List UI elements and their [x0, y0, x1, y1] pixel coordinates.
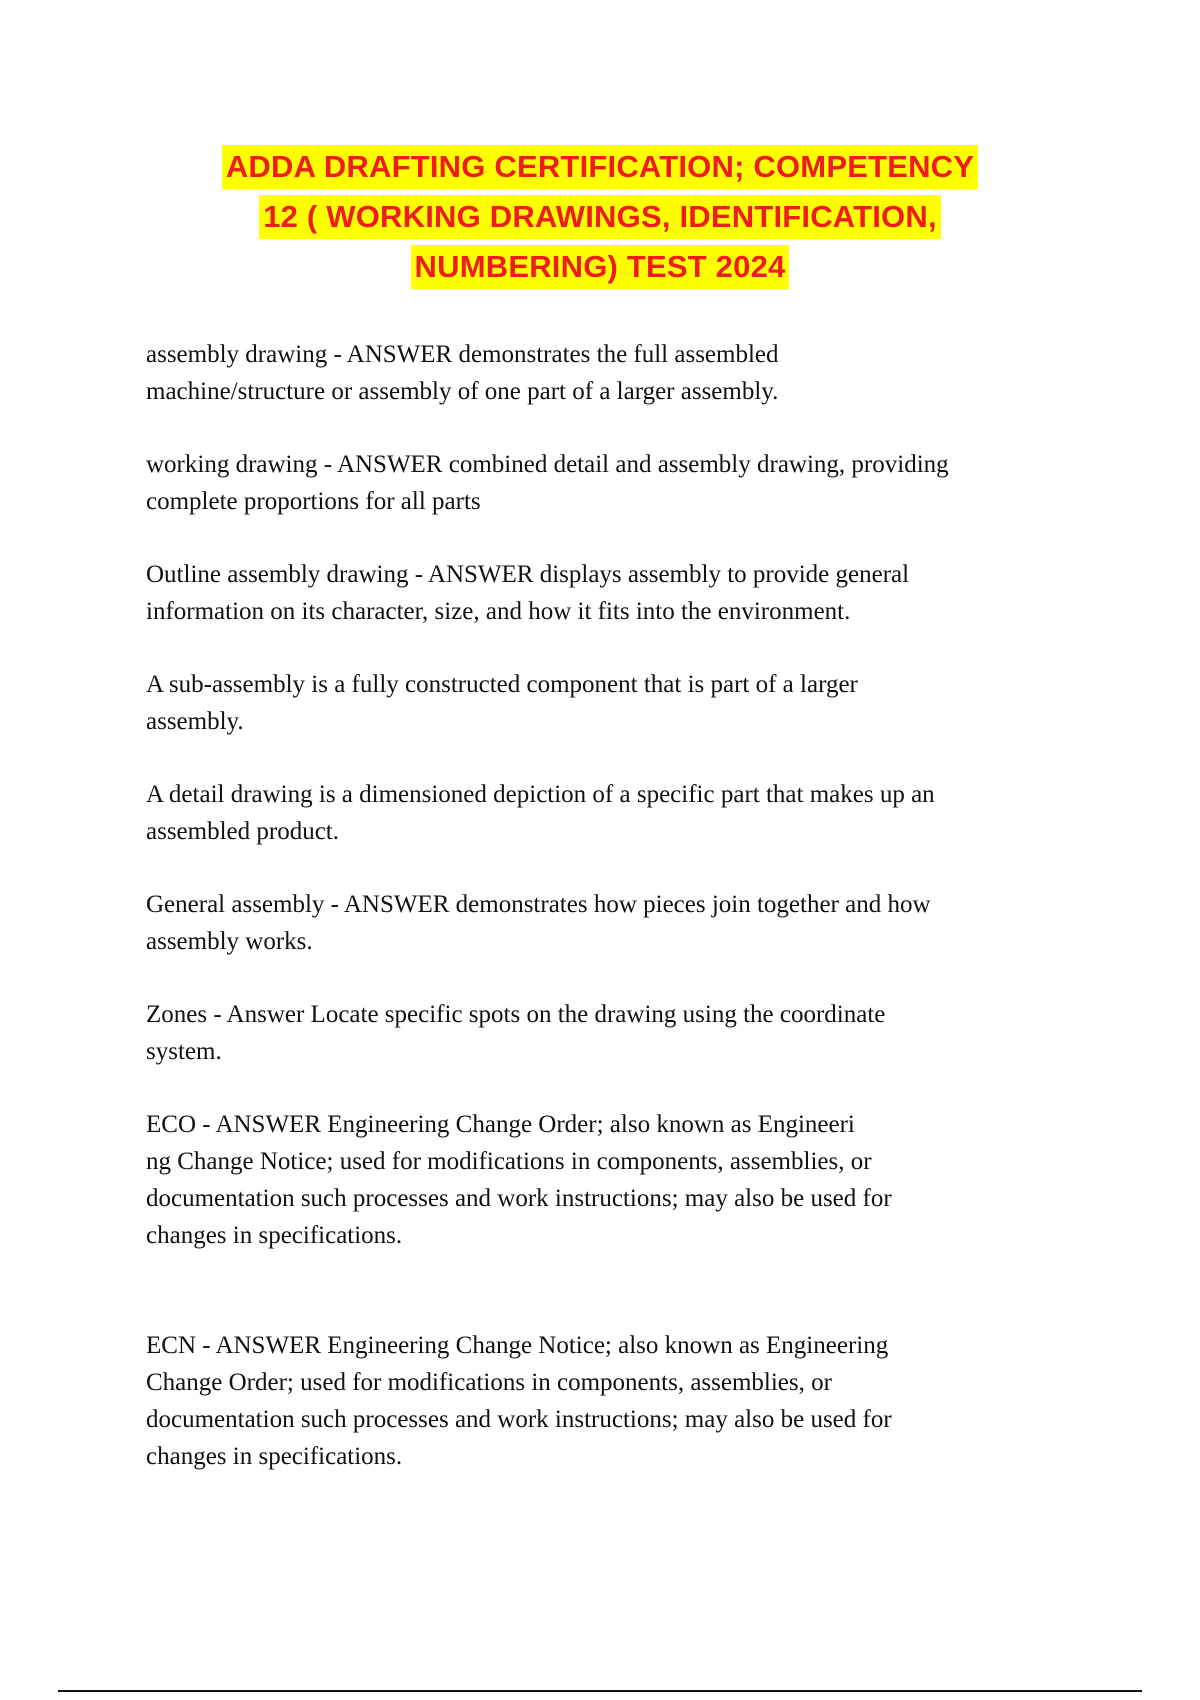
entry-line: General assembly - ANSWER demonstrates how pieces join together and how	[146, 891, 931, 918]
qa-entry-working-drawing	[146, 446, 1076, 520]
entry-line: Change Order; used for modifications in components, assemblies, or	[146, 1369, 832, 1396]
entry-line: complete proportions for all parts	[146, 488, 481, 515]
entry-line: information on its character, size, and how it fits into the environment.	[146, 598, 851, 625]
entry-line: assembled product.	[146, 818, 340, 845]
title-line-2: 12 ( WORKING DRAWINGS, IDENTIFICATION,	[259, 195, 941, 239]
entry-line: machine/structure or assembly of one part of a larger assembly.	[146, 378, 779, 405]
entry-line: ECO - ANSWER Engineering Change Order; also known as Engineeri	[146, 1111, 855, 1138]
title-line-1: ADDA DRAFTING CERTIFICATION; COMPETENCY	[222, 145, 978, 189]
entry-line: assembly.	[146, 708, 244, 735]
entry-line: A sub-assembly is a fully constructed component that is part of a larger	[146, 671, 858, 698]
entry-line: Outline assembly drawing - ANSWER displays assembly to provide general	[146, 561, 910, 588]
document-title	[100, 145, 1100, 295]
entry-line: documentation such processes and work instructions; may also be used for	[146, 1406, 892, 1433]
qa-entry-eco	[146, 1106, 1076, 1254]
qa-entry-general-assembly	[146, 886, 1076, 960]
entry-line: assembly drawing - ANSWER demonstrates the full assembled	[146, 341, 779, 368]
entry-line: system.	[146, 1038, 222, 1065]
qa-entry-outline-assembly-drawing	[146, 556, 1076, 630]
entry-line: A detail drawing is a dimensioned depiction of a specific part that makes up an	[146, 781, 935, 808]
entry-line: assembly works.	[146, 928, 313, 955]
title-line-3: NUMBERING) TEST 2024	[411, 245, 790, 289]
entry-line: ng Change Notice; used for modifications in components, assemblies, or	[146, 1148, 872, 1175]
qa-entry-ecn	[146, 1327, 1076, 1475]
entry-line: Zones - Answer Locate specific spots on the drawing using the coordinate	[146, 1001, 886, 1028]
entry-line: documentation such processes and work instructions; may also be used for	[146, 1185, 892, 1212]
entry-line: ECN - ANSWER Engineering Change Notice; also known as Engineering	[146, 1332, 889, 1359]
qa-list	[146, 336, 1076, 1511]
qa-entry-assembly-drawing	[146, 336, 1076, 410]
entry-line: changes in specifications.	[146, 1443, 403, 1470]
qa-entry-sub-assembly	[146, 666, 1076, 740]
page-bottom-divider	[58, 1690, 1142, 1692]
qa-entry-zones	[146, 996, 1076, 1070]
qa-entry-detail-drawing	[146, 776, 1076, 850]
entry-line: changes in specifications.	[146, 1222, 403, 1249]
entry-line: working drawing - ANSWER combined detail and assembly drawing, providing	[146, 451, 949, 478]
